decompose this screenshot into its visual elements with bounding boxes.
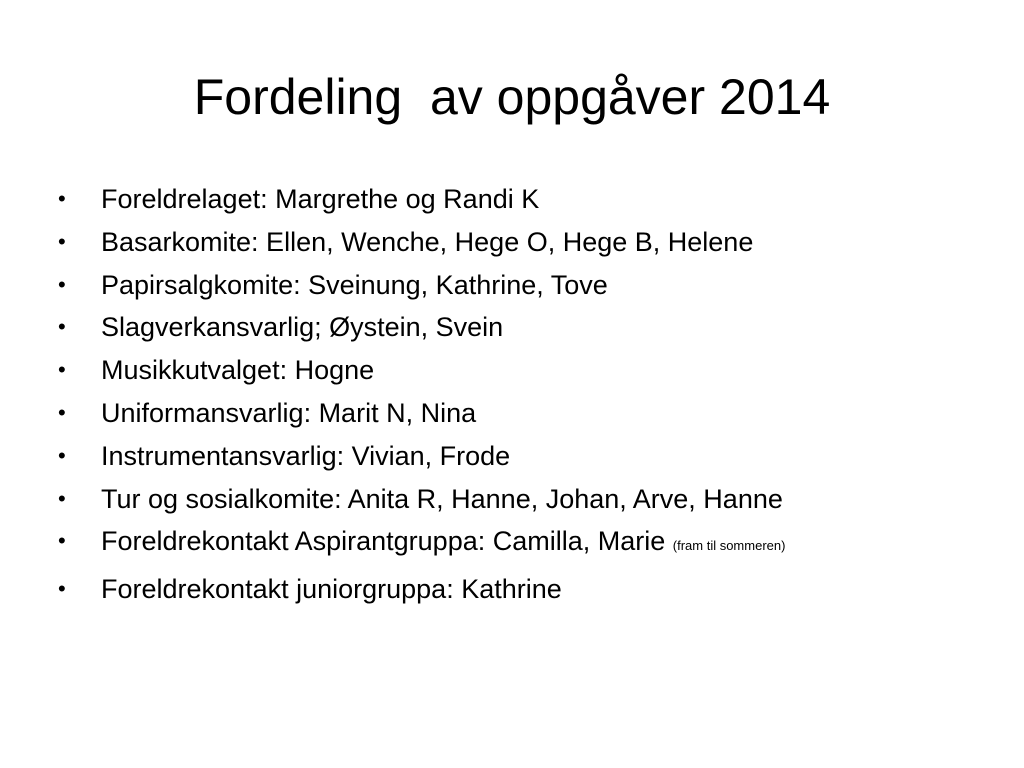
bullet-icon: •	[58, 357, 66, 383]
bullet-icon: •	[58, 485, 66, 511]
bullet-icon: •	[58, 314, 66, 340]
list-item-text: Slagverkansvarlig; Øystein, Svein	[101, 312, 504, 343]
list-item	[58, 264, 785, 307]
list-item	[58, 221, 785, 264]
bullet-icon: •	[58, 528, 66, 554]
list-item-text: Basarkomite: Ellen, Wenche, Hege O, Hege B, Helene	[101, 226, 754, 257]
bullet-icon: •	[58, 271, 66, 297]
list-item-text: Musikkutvalget: Hogne	[101, 355, 375, 386]
bullet-icon: •	[58, 399, 66, 425]
slide-title: Fordeling av oppgåver 2014	[193, 69, 831, 125]
bullet-icon: •	[58, 186, 66, 211]
list-item-text: Foreldrekontakt juniorgruppa: Kathrine	[101, 574, 562, 605]
list-item	[58, 478, 785, 521]
list-item-note: (fram til sommeren)	[672, 538, 786, 554]
bullet-icon: •	[58, 576, 66, 602]
bullet-icon: •	[58, 228, 66, 254]
list-item-text: Uniformansvarlig: Marit N, Nina	[101, 397, 477, 428]
list-item	[58, 392, 785, 435]
list-item	[58, 306, 785, 349]
list-item	[58, 568, 785, 611]
list-item-text: Foreldrekontakt Aspirantgruppa: Camilla, Marie	[101, 526, 673, 557]
list-item	[58, 435, 785, 478]
list-item	[58, 178, 785, 221]
list-item-text: Tur og sosialkomite: Anita R, Hanne, Johan, Arve, Hanne	[101, 483, 783, 514]
list-item	[58, 349, 785, 392]
list-item	[58, 520, 785, 568]
bullet-list	[58, 178, 785, 611]
list-item-text: Foreldrelaget: Margrethe og Randi K	[101, 184, 540, 214]
bullet-icon: •	[58, 442, 66, 468]
list-item-text: Papirsalgkomite: Sveinung, Kathrine, Tove	[101, 269, 608, 300]
list-item-text: Instrumentansvarlig: Vivian, Frode	[101, 440, 511, 471]
